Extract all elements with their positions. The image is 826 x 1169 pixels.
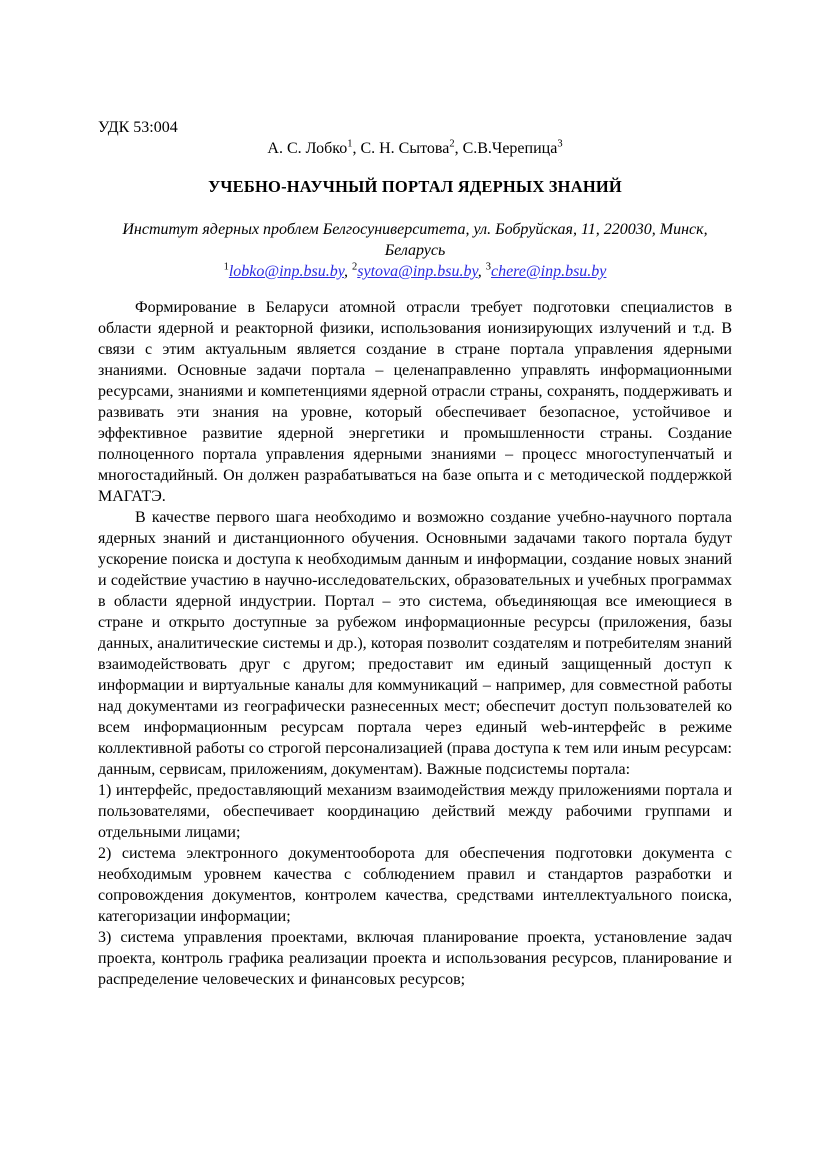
authors-line	[98, 138, 732, 159]
email-entry-1	[224, 263, 352, 280]
author-3-affiliation-mark: 3	[557, 138, 563, 150]
email-separator: ,	[477, 263, 486, 280]
email-entry-2	[352, 263, 486, 280]
email-3-mark: 3	[485, 261, 491, 273]
list-item-2-document-system: 2) система электронного документооборота для обеспечения подготовки документа с необходимым уровнем качества с соблюдением правил и стандартов разработки и сопровождения документов, контролем качества, средствами интеллектуального поиска, категоризации информации;	[98, 845, 732, 925]
author-separator: ,	[454, 140, 463, 157]
email-link-sytova[interactable]: sytova@inp.bsu.by	[357, 263, 478, 280]
email-entry-3	[486, 263, 607, 280]
emails-line	[98, 261, 732, 282]
paper-title: УЧЕБНО-НАУЧНЫЙ ПОРТАЛ ЯДЕРНЫХ ЗНАНИЙ	[208, 177, 622, 196]
author-3-name: С.В.Черепица	[462, 140, 558, 157]
email-separator: ,	[343, 263, 352, 280]
author-3	[463, 140, 563, 157]
article-body	[98, 297, 732, 990]
email-2-mark: 2	[351, 261, 358, 273]
author-1	[267, 140, 360, 157]
email-link-chere[interactable]: chere@inp.bsu.by	[490, 263, 607, 280]
author-separator: ,	[352, 140, 361, 157]
author-2-name: С. Н. Сытова	[360, 140, 450, 157]
author-1-affiliation-mark: 1	[347, 138, 353, 150]
email-link-lobko[interactable]: lobko@inp.bsu.by	[228, 263, 344, 280]
list-item-1-interface: 1) интерфейс, предоставляющий механизм взаимодействия между приложениями портала и пользователями, обеспечивает координацию действий между рабочими группами и отдельными лицами;	[98, 782, 732, 841]
email-1-mark: 1	[223, 261, 229, 273]
paragraph-intro: Формирование в Беларуси атомной отрасли требует подготовки специалистов в области ядерной и реакторной физики, использования ионизирующих излучений и т.д. В связи с этим актуальным является создание в стране портала управления ядерными знаниями. Основные задачи портала – целенаправленно управлять информационными ресурсами, знаниями и компетенциями ядерной отрасли страны, сохранять, поддерживать и развивать эти знания на уровне, который обеспечивает безопасное, устойчивое и эффективное развитие ядерной энергетики и промышленности страны. Создание полноценного портала управления ядерными знаниями – процесс многоступенчатый и многостадийный. Он должен разрабатываться на базе опыта и с методической поддержкой МАГАТЭ.	[98, 299, 732, 505]
author-2	[360, 140, 462, 157]
affiliation-line: Институт ядерных проблем Белгосуниверситета, ул. Бобруйская, 11, 220030, Минск, Беларусь	[122, 221, 708, 259]
author-1-name: А. С. Лобко	[267, 140, 348, 157]
author-2-affiliation-mark: 2	[449, 138, 455, 150]
list-item-3-project-management: 3) система управления проектами, включая планирование проекта, установление задач проекта, контроль графика реализации проекта и использования ресурсов, планирование и распределение человеческих и финансовых ресурсов;	[98, 929, 732, 988]
page-content	[98, 117, 732, 990]
paragraph-portal-description: В качестве первого шага необходимо и возможно создание учебно-научного портала ядерных знаний и дистанционного обучения. Основными задачами такого портала будут ускорение поиска и доступа к необходимым данным и информации, создание новых знаний и содействие участию в научно-исследовательских, образовательных и учебных программах в области ядерной индустрии. Портал – это система, объединяющая все имеющиеся в стране и открыто доступные за рубежом информационные ресурсы (приложения, базы данных, аналитические системы и др.), которая позволит создателям и потребителям знаний взаимодействовать друг с другом; предоставит им единый защищенный доступ к информации и виртуальные каналы для коммуникаций – например, для совместной работы над документами из географически разнесенных мест; обеспечит доступ пользователей ко всем информационным ресурсам портала через единый web-интерфейс в режиме коллективной работы со строгой персонализацией (права доступа к тем или иным ресурсам: данным, сервисам, приложениям, документам). Важные подсистемы портала:	[98, 509, 732, 778]
udc-number: УДК 53:004	[98, 119, 178, 136]
